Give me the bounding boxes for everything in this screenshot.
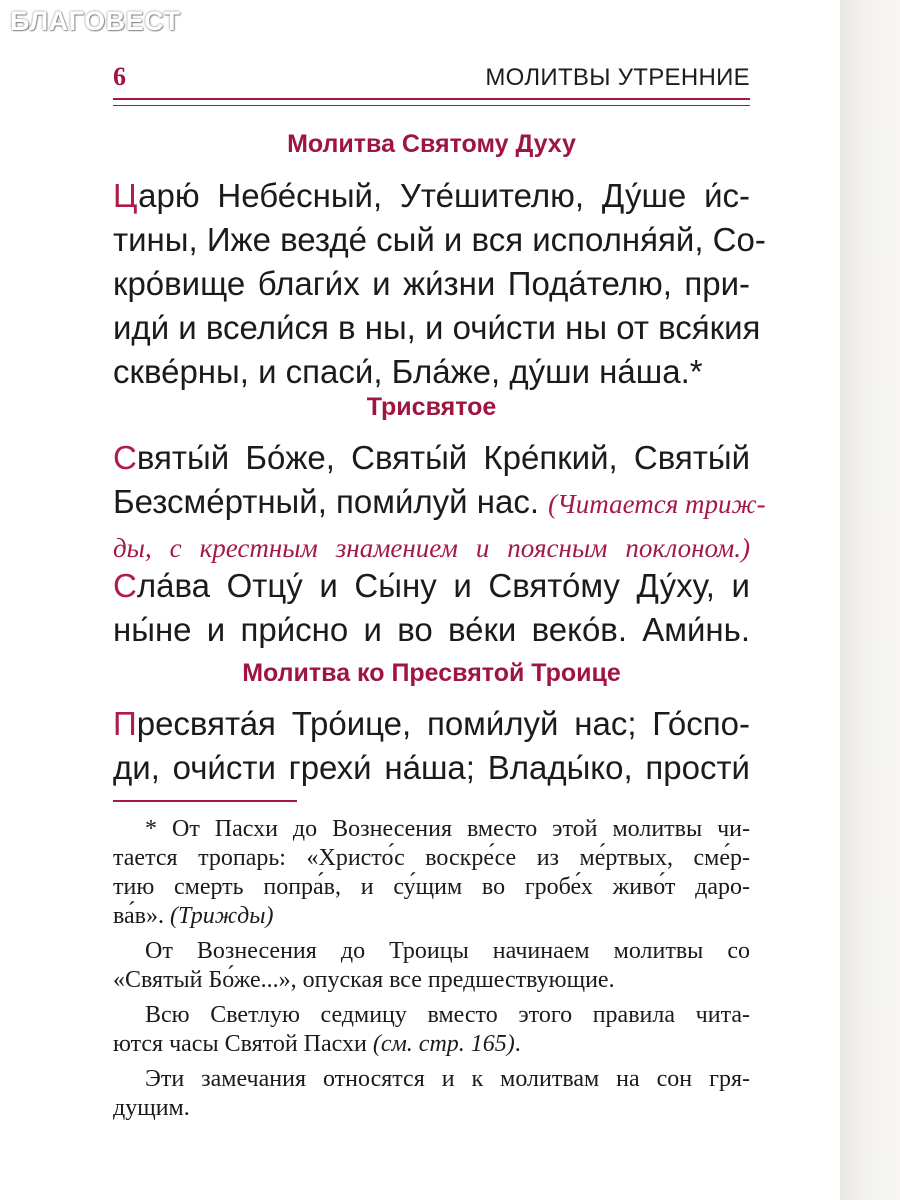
footnote-line [113,1030,750,1059]
heading-holy-spirit: Молитва Святому Духу [287,130,576,158]
prayer-trisagion [113,436,766,568]
footnote-rule [113,800,297,802]
prayer-glory [113,564,750,652]
prayer-line [113,436,750,480]
prayer-line: иди́ и всели́ся в ны, и очи́сти ны от вся́кия [113,309,761,346]
page-edge [840,0,900,1200]
drop-initial: С [113,439,137,476]
footnote-text: ва́в». [113,903,170,929]
footnote-text: . [514,1031,521,1057]
rubric-note: (Читается триж- [548,489,766,519]
heading-trisagion: Трисвятое [366,393,497,421]
prayer-line: ди, очи́сти грехи́ на́ша; Влады́ко, прости́ [113,749,750,786]
footnote-paragraph [113,1065,750,1123]
watermark-logo: БЛАГОВЕСТ [10,6,181,36]
footnotes [113,815,750,1129]
heading-trinity: Молитва ко Пресвятой Троице [242,659,621,687]
drop-initial: Ц [113,177,139,214]
drop-initial: С [113,567,137,604]
prayer-text: вяты́й Бо́же, Святы́й Кре́пкий, Святы́й [136,439,750,476]
footnote-paragraph [113,815,750,931]
prayer-line: кро́вище благи́х и жи́зни Пода́телю, при- [113,265,750,302]
prayer-line [113,480,766,524]
footnote-line: тается тропарь: «Христо́с воскре́се из ме́ртвых, сме́р- [113,845,750,871]
prayer-line [113,174,750,218]
prayer-text: ла́ва Отцу́ и Сы́ну и Свято́му Ду́ху, и [136,567,750,604]
header-rule [113,98,750,106]
prayer-text: ресвята́я Тро́ице, поми́луй нас; Го́спо- [136,705,750,742]
footnote-line: тию смерть попра́в, и су́щим во гробе́х живо́т даро- [113,874,750,900]
prayer-line: скве́рны, и спаси́, Бла́же, ду́ши на́ша.* [113,353,703,390]
footnote-paragraph [113,1001,750,1059]
footnote-line: Эти замечания относятся и к молитвам на сон гря- [145,1066,750,1092]
prayer-line: тины, Иже везде́ сый и вся исполня́яй, Со- [113,221,766,258]
footnote-line: «Святый Бо́же...», опуская все предшествующие. [113,967,615,993]
drop-initial: П [113,705,137,742]
footnote-paragraph [113,937,750,995]
footnote-line: дущим. [113,1095,190,1121]
prayer-line: ны́не и при́сно и во ве́ки веко́в. Ами́нь. [113,611,750,648]
footnote-line: * От Пасхи до Вознесения вместо этой молитвы чи- [145,816,750,842]
footnote-line: Всю Светлую седмицу вместо этого правила чита- [145,1002,750,1028]
prayer-line [113,702,750,746]
footnote-italic: (Трижды) [170,903,274,929]
prayer-trinity [113,702,750,790]
footnote-italic: (см. стр. 165) [372,1031,515,1057]
prayer-holy-spirit [113,174,766,394]
rubric-note: ды, с крестным знамением и поясным поклоном.) [113,533,750,563]
prayer-line [113,564,750,608]
page-number: 6 [113,62,126,91]
footnote-line [113,902,750,931]
running-head: МОЛИТВЫ УТРЕННИЕ [485,64,750,91]
footnote-text: ются часы Святой Пасхи [113,1031,373,1057]
footnote-line: От Вознесения до Троицы начинаем молитвы со [145,938,750,964]
prayer-text: арю́ Небе́сный, Уте́шителю, Ду́ше и́с- [138,177,750,214]
page-header [113,62,750,102]
prayer-line [113,524,750,568]
prayer-text: Безсме́ртный, поми́луй нас. [113,483,549,520]
